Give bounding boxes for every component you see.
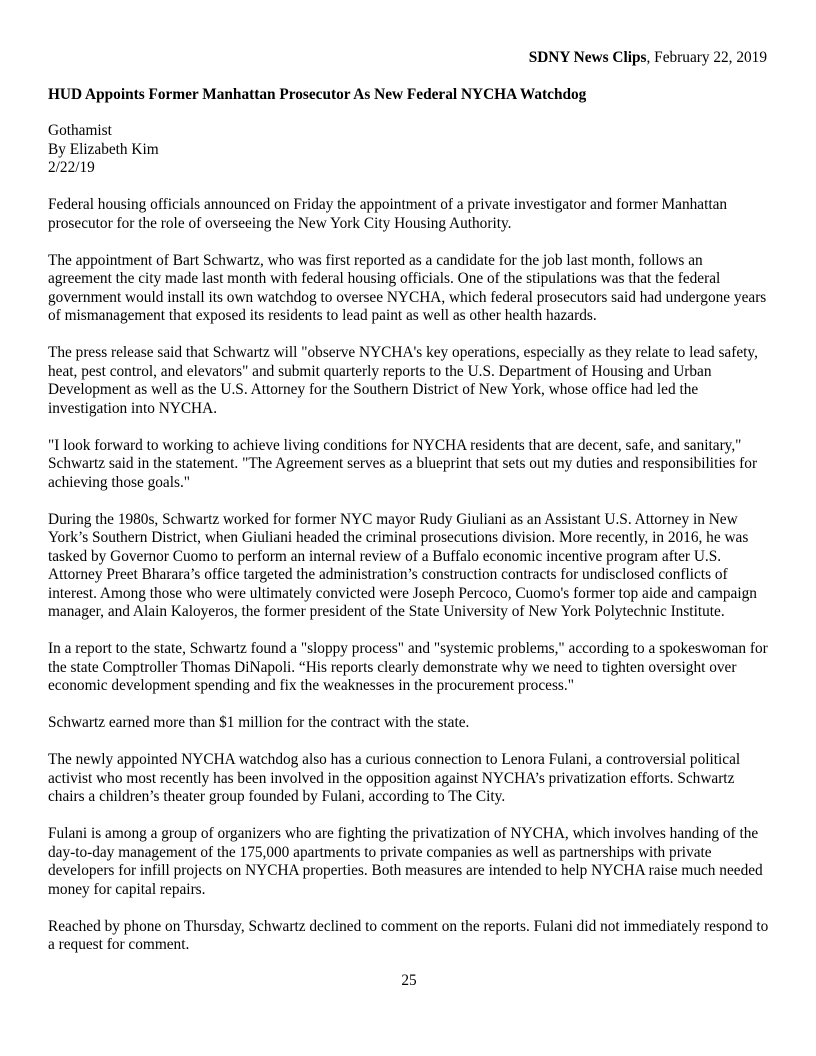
article-paragraph: During the 1980s, Schwartz worked for former NYC mayor Rudy Giuliani as an Assistant U.S. Attorney in New York’s Southern District, when Giuliani headed the criminal prosecutions division. More recently, in 2016, he was tasked by Governor Cuomo to perform an internal review of a Buffalo economic incentive program after U.S. Attorney Preet Bharara’s office targeted the administration’s construction contracts for undisclosed conflicts of interest. Among those who were ultimately convicted were Joseph Percoco, Cuomo's former top aide and campaign manager, and Alain Kaloyeros, the former president of the State University of New York Polytechnic Institute. [48, 510, 757, 620]
article-title: HUD Appoints Former Manhattan Prosecutor As New Federal NYCHA Watchdog [48, 86, 587, 103]
article-paragraph: Fulani is among a group of organizers who are fighting the privatization of NYCHA, which involves handing of the day-to-day management of the 175,000 apartments to private companies as well as partnerships with private developers for infill projects on NYCHA properties. Both measures are intended to help NYCHA raise much needed money for capital repairs. [48, 825, 763, 898]
header-date: , February 22, 2019 [646, 49, 767, 66]
article-paragraph: "I look forward to working to achieve living conditions for NYCHA residents that are decent, safe, and sanitary," Schwartz said in the statement. "The Agreement serves as a blueprint that sets out my duties and responsibilities for achieving those goals." [48, 436, 758, 491]
article-paragraph: The press release said that Schwartz will "observe NYCHA's key operations, especially as they relate to lead safety, heat, pest control, and elevators" and submit quarterly reports to the U.S. Department of Housing and Urban Development as well as the U.S. Attorney for the Southern District of New York, whose office had led the investigation into NYCHA. [48, 344, 758, 417]
article-paragraph: The newly appointed NYCHA watchdog also has a curious connection to Lenora Fulani, a controversial political activist who most recently has been involved in the opposition against NYCHA’s privatization efforts. Schwartz chairs a children’s theater group founded by Fulani, according to The City. [48, 751, 741, 805]
article-body [48, 196, 770, 973]
article-paragraph: The appointment of Bart Schwartz, who was first reported as a candidate for the job last month, follows an agreement the city made last month with federal housing officials. One of the stipulations was that the federal government would install its own watchdog to oversee NYCHA, which federal prosecutors said had undergone years of mismanagement that exposed its residents to lead paint as well as other health hazards. [48, 251, 767, 324]
article-byline [48, 122, 159, 178]
article-paragraph: Federal housing officials announced on Friday the appointment of a private investigator and former Manhattan prosecutor for the role of overseeing the New York City Housing Authority. [48, 196, 728, 232]
page-number: 25 [401, 972, 417, 989]
article-source: Gothamist [48, 122, 112, 139]
article-paragraph: Schwartz earned more than $1 million for the contract with the state. [48, 714, 470, 731]
document-page [48, 0, 770, 1056]
article-paragraph: Reached by phone on Thursday, Schwartz declined to comment on the reports. Fulani did not immediately respond to a request for comment. [48, 917, 769, 953]
page-header [529, 49, 767, 68]
publication-name: SDNY News Clips [528, 49, 647, 66]
article-author: By Elizabeth Kim [48, 140, 159, 158]
article-date: 2/22/19 [48, 159, 95, 176]
article-paragraph: In a report to the state, Schwartz found a "sloppy process" and "systemic problems," according to a spokeswoman for the state Comptroller Thomas DiNapoli. “His reports clearly demonstrate why we need to tighten oversight over economic development spending and fix the weaknesses in the procurement process." [48, 640, 768, 694]
